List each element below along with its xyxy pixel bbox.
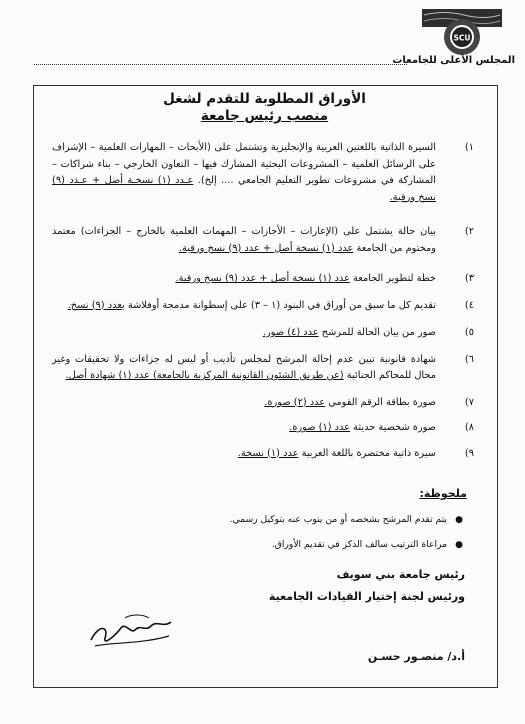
requirement-item-4 [52, 298, 474, 315]
note-text: مراعاة الترتيب سالف الذكر في تقديم الأوراق. [271, 539, 447, 550]
item-number: ٦) [464, 353, 474, 365]
requirement-item-8 [52, 420, 474, 437]
requirement-item-2 [52, 224, 474, 257]
item-copies: عـدد (١) نسخـة أصل + عـدد (٩) نسخ ورقية. [52, 175, 436, 203]
requirement-item-5 [52, 325, 474, 342]
note-item [87, 513, 467, 527]
item-copies: عدد (٤) صور. [262, 327, 319, 338]
item-copies: عدد (١) نسخة. [237, 447, 299, 459]
item-copies: بعدد (٩) نسخ. [67, 299, 125, 311]
logo-text: SCU [453, 33, 471, 43]
requirements-list [52, 140, 474, 462]
item-copies: عدد (١) صورة. [289, 422, 351, 433]
note-item [87, 538, 467, 552]
requirement-item-7 [52, 395, 474, 412]
item-number: ٤) [464, 299, 474, 311]
item-copies: عدد (١) نسخة أصل + عدد (٩) نسخ ورقية. [178, 242, 354, 254]
item-text: السيرة الذاتية باللغتين العربية والإنجليزية وتشتمل على (الأبحاث – المهارات العلمية – الإشراف على الرسائل العلمية – المشروعات البحثية المشارك فيها – التعاون الخارجي – بناء شراكات – المشاركة في مشروعات تطوير التعليم الجامعي .... إلخ). [52, 142, 436, 186]
note-text: يتم تقدم المرشح بشخصه أو من ينوب عنه بتوكيل رسمي. [229, 514, 447, 525]
bullet-icon: ● [455, 540, 463, 550]
item-copies: عدد (١) نسخة أصل + عدد (٩) نسخ ورقية. [175, 273, 350, 284]
notes-title: ملحوظة: [419, 487, 467, 500]
item-number: ٢) [464, 226, 474, 237]
item-number: ٥) [464, 327, 474, 338]
item-number: ٧) [464, 396, 474, 408]
item-text: تقديم كل ما سبق من أوراق في البنود (١ – ٣) على إسطوانة مدمجة أوفلاشة [127, 299, 436, 311]
signatory-committee: ورئيس لجنة إختيار القيادات الجامعية [268, 590, 465, 603]
item-text: صور من بيان الحالة للمرشح [321, 327, 436, 338]
signatory-name: أ.د/ منصـور حسـن [367, 650, 465, 663]
bullet-icon: ● [455, 515, 463, 525]
requirement-item-6 [52, 352, 474, 385]
document-title: الأوراق المطلوبة للتقدم لشغل [163, 91, 366, 107]
item-number: ٣) [464, 273, 474, 284]
item-text: صورة بطاقة الرقم القومي [328, 396, 436, 408]
document-heading [33, 91, 496, 125]
item-text: بيان حالة يشتمل على (الإعارات – الأجازات – المهمات العلمية بالخارج – الجزاءات) معتمد ومختوم من الجامعة [52, 226, 436, 254]
item-number: ٨) [464, 422, 474, 433]
item-text: سيرة ذاتية مختصرة باللغة العربية [301, 447, 436, 459]
item-copies: عدد (٢) صورة. [264, 396, 326, 408]
item-text: شهادة قانونية تبين عدم إحالة المرشح لمجلس تأديب أو ليس له جزاءات ولا تحقيقات وغير محال للمحاكم الجنائية [52, 353, 436, 381]
requirement-item-9 [52, 446, 474, 463]
council-name: المجلس الأعلى للجامعات [392, 55, 515, 66]
item-copies: (عن طريق الشئون القانونية المركزية بالجامعة) عدد (١) شهادة أصل. [65, 370, 344, 381]
item-text: صورة شخصية حديثة [353, 422, 436, 433]
requirement-item-3 [52, 271, 474, 288]
item-number: ١) [464, 142, 474, 153]
requirement-item-1 [52, 140, 474, 206]
signatory-title: رئيس جامعة بني سويف [336, 568, 465, 581]
document-subtitle: منصب رئيس جامعة [200, 108, 329, 124]
handwritten-signature [85, 606, 177, 656]
item-text: خطة لتطوير الجامعة [353, 273, 436, 284]
item-number: ٩) [464, 447, 474, 459]
notes-list [87, 513, 467, 563]
header-divider [34, 64, 407, 65]
